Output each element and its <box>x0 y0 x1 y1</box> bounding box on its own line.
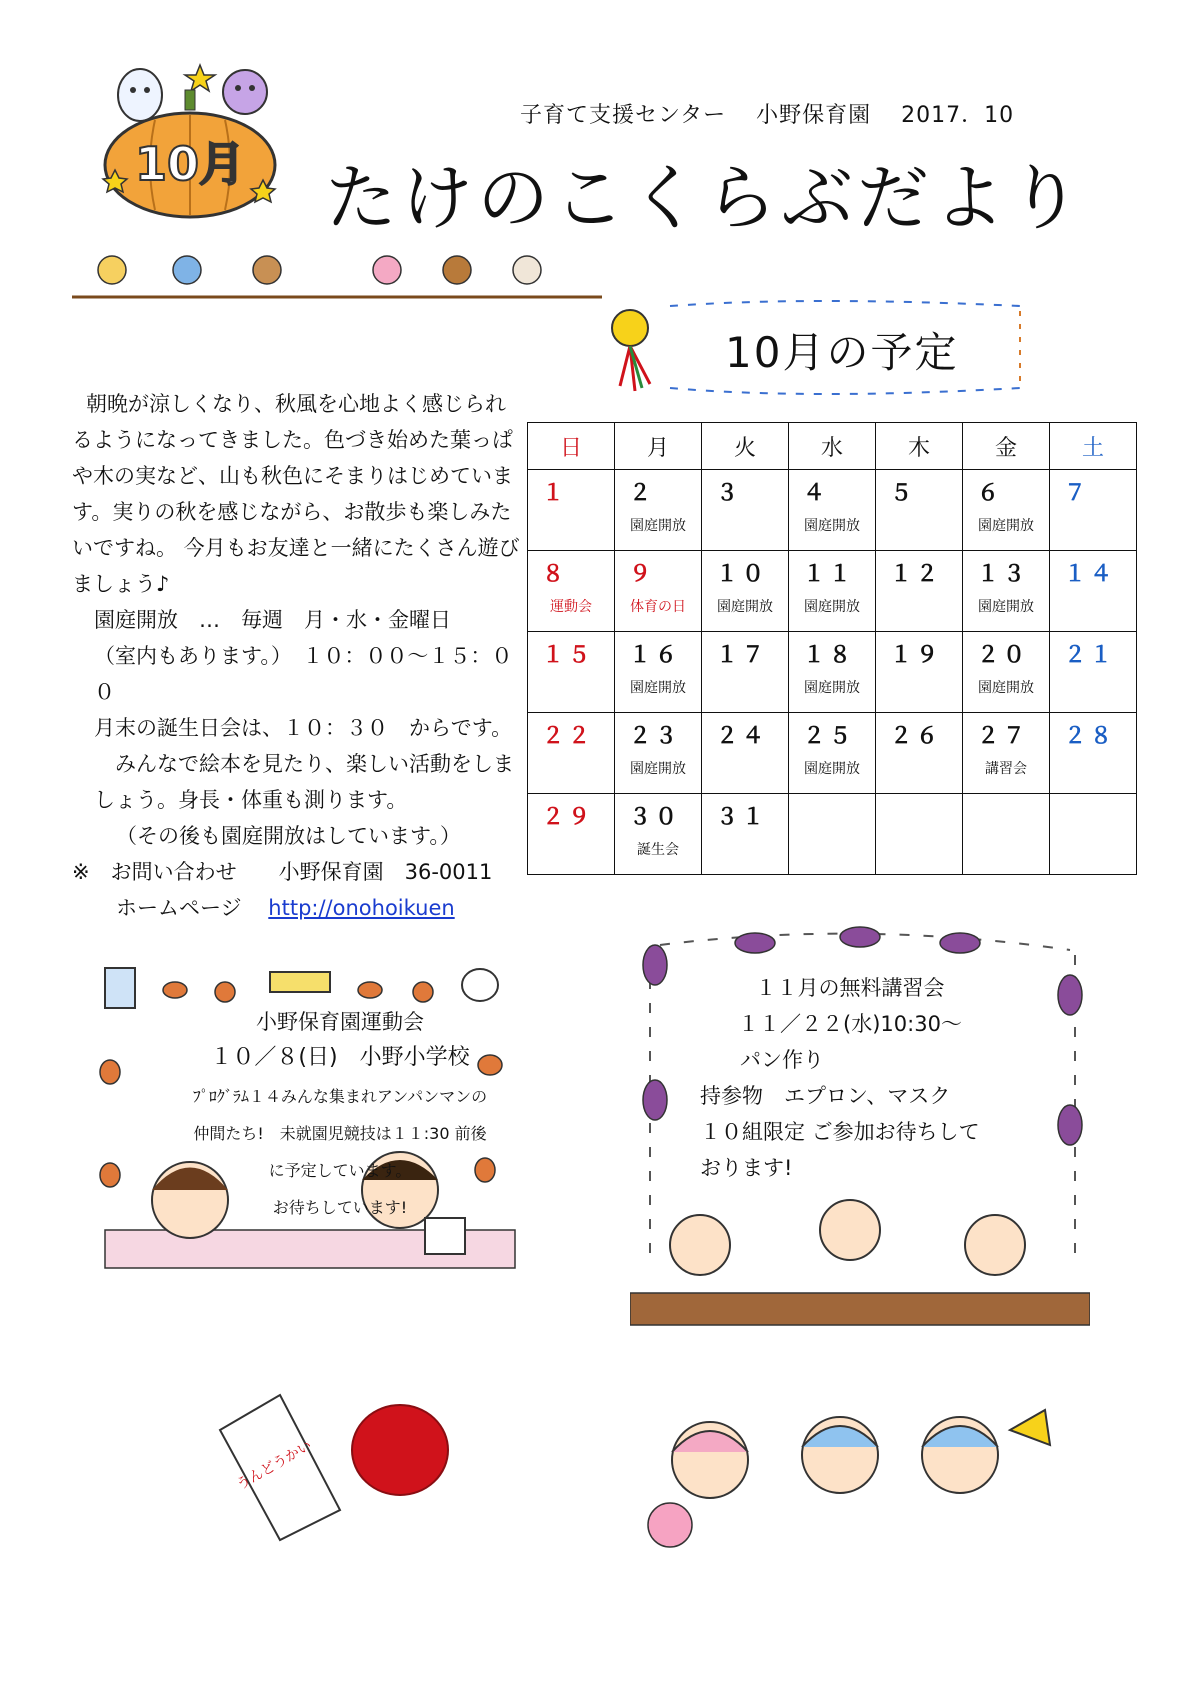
calendar-day-cell <box>963 632 1050 713</box>
calendar-event: 園庭開放 <box>804 599 860 615</box>
calendar-header-row <box>528 423 1137 470</box>
header-saturday: 土 <box>1050 423 1137 470</box>
schedule-title: 10月の予定 <box>725 328 959 377</box>
calendar-date: ７ <box>1064 481 1091 506</box>
sports-day-line-3: に予定しています。 <box>268 1161 412 1180</box>
lecture-limit: １０組限定 ご参加お待ちして <box>700 1120 980 1144</box>
calendar-date <box>963 794 1049 800</box>
calendar-event: 園庭開放 <box>978 518 1034 534</box>
calendar-event: 園庭開放 <box>630 518 686 534</box>
calendar-date: ３１ <box>716 805 769 830</box>
calendar-date: ２７ <box>977 724 1030 749</box>
newsletter-title: たけのこくらぶだより <box>325 156 1086 240</box>
calendar-day-cell <box>615 470 702 551</box>
garden-open-line: 園庭開放 … 毎週 月・水・金曜日 <box>94 608 451 632</box>
running-animals-illustration <box>72 250 602 306</box>
calendar-date: １３ <box>977 562 1030 587</box>
calendar-day-cell <box>528 713 615 794</box>
sports-day-text <box>160 1005 520 1225</box>
calendar-date: ２０ <box>977 643 1030 668</box>
calendar-date: ２２ <box>542 724 595 749</box>
calendar-day-cell <box>789 470 876 551</box>
sports-day-date: １０／８(日) 小野小学校 <box>210 1045 470 1070</box>
calendar-day-cell <box>615 632 702 713</box>
intro-paragraph: 朝晩が涼しくなり、秋風を心地よく感じられるようになってきました。色づき始めた葉っぱや木の実など、山も秋色にそまりはじめています。実りの秋を感じながら、お散歩も楽しみたいですね。 今月もお友達と一緒にたくさん遊びましょう♪ <box>72 392 520 596</box>
lecture-title: １１月の無料講習会 <box>755 976 945 1000</box>
calendar-day-cell <box>702 794 789 875</box>
calendar-date: １１ <box>803 562 856 587</box>
program-card-illustration <box>210 1390 450 1550</box>
calendar-date: １２ <box>890 562 943 587</box>
header-monday: 月 <box>615 423 702 470</box>
calendar-day-cell <box>528 551 615 632</box>
after-line: （その後も園庭開放はしています。） <box>116 824 461 848</box>
calendar-day-cell <box>789 632 876 713</box>
calendar-event: 園庭開放 <box>630 761 686 777</box>
calendar-event: 園庭開放 <box>804 680 860 696</box>
calendar-day-cell <box>528 470 615 551</box>
calendar-day-cell <box>528 632 615 713</box>
calendar-date: １６ <box>629 643 682 668</box>
calendar-day-cell <box>876 470 963 551</box>
calendar-day-cell <box>963 551 1050 632</box>
calendar-event: 体育の日 <box>630 599 686 615</box>
issue-date: 2017．10 <box>901 103 1015 128</box>
calendar-day-cell <box>876 551 963 632</box>
october-calendar <box>527 422 1137 875</box>
homepage-line <box>72 890 522 926</box>
calendar-date: １０ <box>716 562 769 587</box>
sports-day-line-1: ﾌﾟﾛｸﾞﾗﾑ１４みんな集まれアンパンマンの <box>192 1087 488 1106</box>
pumpkin-illustration <box>95 60 285 220</box>
calendar-date: ２３ <box>629 724 682 749</box>
calendar-date: １９ <box>890 643 943 668</box>
sports-day-line-4: お待ちしています! <box>272 1198 408 1217</box>
homepage-label: ホームページ <box>116 896 242 920</box>
lecture-text <box>700 970 1000 1186</box>
calendar-day-cell <box>702 632 789 713</box>
calendar-day-cell <box>789 551 876 632</box>
calendar-week-row <box>528 713 1137 794</box>
calendar-date: ２４ <box>716 724 769 749</box>
calendar-date: １７ <box>716 643 769 668</box>
header-thursday: 木 <box>876 423 963 470</box>
calendar-date: ４ <box>803 481 830 506</box>
intro-text <box>72 386 522 926</box>
sports-day-title: 小野保育園運動会 <box>256 1010 424 1034</box>
calendar-day-cell <box>876 713 963 794</box>
calendar-date: ２６ <box>890 724 943 749</box>
lecture-closing: おります! <box>700 1156 793 1180</box>
calendar-date: ２５ <box>803 724 856 749</box>
calendar-event: 運動会 <box>550 599 592 615</box>
calendar-day-cell <box>1050 470 1137 551</box>
calendar-day-cell <box>702 713 789 794</box>
lecture-topic: パン作り <box>740 1048 824 1072</box>
calendar-body <box>528 470 1137 875</box>
lecture-bring: 持参物 エプロン、マスク <box>700 1084 951 1108</box>
calendar-day-cell <box>1050 632 1137 713</box>
calendar-day-cell <box>1050 794 1137 875</box>
calendar-event: 園庭開放 <box>978 599 1034 615</box>
calendar-event: 誕生会 <box>637 842 679 858</box>
calendar-date <box>876 794 962 800</box>
contact-line: ※ お問い合わせ 小野保育園 36-0011 <box>72 860 493 884</box>
calendar-date: ９ <box>629 562 656 587</box>
calendar-date <box>1050 794 1136 800</box>
calendar-week-row <box>528 632 1137 713</box>
header-sunday: 日 <box>528 423 615 470</box>
calendar-date: ６ <box>977 481 1004 506</box>
calendar-date: ８ <box>542 562 569 587</box>
calendar-date: １８ <box>803 643 856 668</box>
calendar-event: 園庭開放 <box>804 518 860 534</box>
calendar-day-cell <box>963 794 1050 875</box>
calendar-day-cell <box>963 470 1050 551</box>
calendar-date: １５ <box>542 643 595 668</box>
calendar-date: ５ <box>890 481 917 506</box>
calendar-event: 講習会 <box>985 761 1027 777</box>
calendar-event: 園庭開放 <box>717 599 773 615</box>
nursery-name: 小野保育園 <box>756 103 872 128</box>
calendar-event: 園庭開放 <box>978 680 1034 696</box>
calendar-day-cell <box>1050 551 1137 632</box>
calendar-date: １４ <box>1064 562 1117 587</box>
calendar-date: ３０ <box>629 805 682 830</box>
calendar-day-cell <box>789 713 876 794</box>
calendar-day-cell <box>876 632 963 713</box>
header-meta <box>520 98 1036 129</box>
lecture-date: １１／２２(水)10:30〜 <box>738 1012 962 1036</box>
calendar-date: ２８ <box>1064 724 1117 749</box>
homepage-link[interactable]: http://onohoikuen <box>268 896 455 920</box>
calendar-date: ２１ <box>1064 643 1117 668</box>
calendar-day-cell <box>615 794 702 875</box>
calendar-day-cell <box>528 794 615 875</box>
calendar-week-row <box>528 551 1137 632</box>
calendar-date: ２ <box>629 481 656 506</box>
calendar-week-row <box>528 794 1137 875</box>
calendar-week-row <box>528 470 1137 551</box>
sports-day-line-2: 仲間たち! 未就園児競技は１１:30 前後 <box>193 1124 487 1143</box>
organization-name: 子育て支援センター <box>520 103 727 128</box>
header-friday: 金 <box>963 423 1050 470</box>
header-wednesday: 水 <box>789 423 876 470</box>
program-card-text: うんどうかい <box>234 1437 315 1494</box>
calendar-day-cell <box>789 794 876 875</box>
indoor-hours-line: （室内もあります。） １０：００〜１５：００ <box>94 644 513 704</box>
header-tuesday: 火 <box>702 423 789 470</box>
calendar-event: 園庭開放 <box>804 761 860 777</box>
cheering-kids-illustration <box>640 1390 1060 1570</box>
calendar-date: ２９ <box>542 805 595 830</box>
calendar-day-cell <box>876 794 963 875</box>
activity-line: みんなで絵本を見たり、楽しい活動をしましょう。身長・体重も測ります。 <box>94 752 514 812</box>
calendar-day-cell <box>615 551 702 632</box>
pumpkin-month-label: 10月 <box>134 137 246 191</box>
calendar-day-cell <box>615 713 702 794</box>
calendar-day-cell <box>963 713 1050 794</box>
calendar-date <box>789 794 875 800</box>
calendar-event: 園庭開放 <box>630 680 686 696</box>
calendar-day-cell <box>702 551 789 632</box>
calendar-date: １ <box>542 481 569 506</box>
calendar-date: ３ <box>716 481 743 506</box>
calendar-day-cell <box>702 470 789 551</box>
calendar-day-cell <box>1050 713 1137 794</box>
birthday-line: 月末の誕生日会は、１０：３０ からです。 <box>94 716 513 740</box>
